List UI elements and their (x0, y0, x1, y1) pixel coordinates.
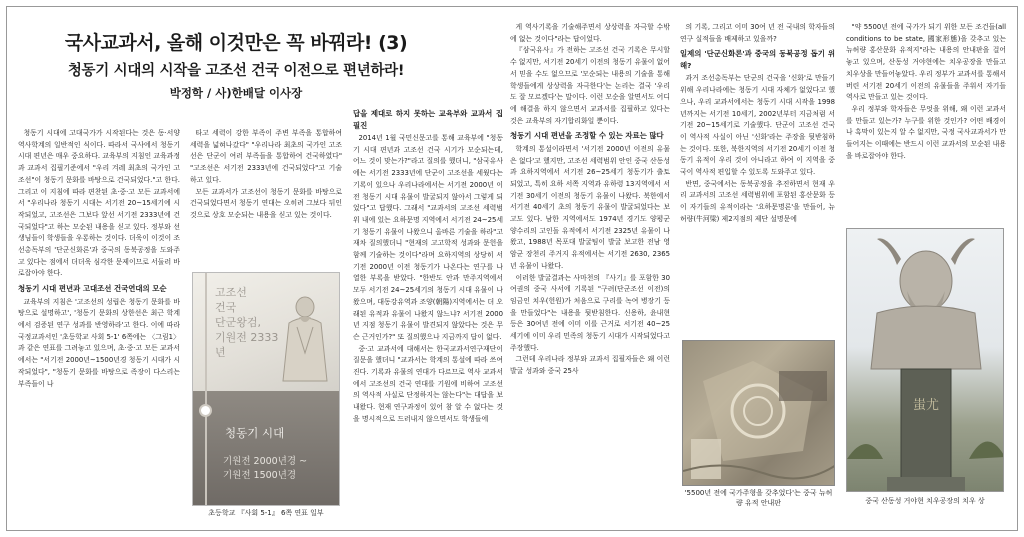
timeline-lower (193, 391, 340, 506)
column-2 (190, 128, 342, 270)
paragraph: 학계의 통설이라면서 '서기전 2000년 이전의 유물은 없다'고 했지만, 고조선 세력범위 안인 중국 산동성과 요하지역에서 서기전 26~25세기 청동기가 출토되었고, 특히 요하 서쪽 지역과 유하령 13지역에서 서기전 30세기 이전의 청동기 유물이 나왔다. 북한에서 서기전 40세기 초의 청동기 유물이 발굴되었다는 보고도 있다. 남한 지역에서도 1974년 경기도 양평군 양수리의 고인돌 유적에서 서기전 2325년 유물이 나왔고, 1988년 목포대 발굴팀이 발굴 보고한 전남 영암군 장천리 주거지 유적에서는 서기전 2630, 2365년 유물이 나왔다. (510, 144, 670, 270)
column-5 (680, 22, 835, 337)
section-heading: 청동기 시대 편년과 고대조선 건국연대의 모순 (18, 284, 167, 294)
dangun-figure-icon (277, 293, 333, 385)
article-byline: 박정학 / 사)한배달 이사장 (169, 86, 303, 100)
timeline-axis (205, 273, 207, 506)
paragraph: "약 5500년 전에 국가가 되기 위한 모든 조건들(all conditions to be state, 國家形態)을 갖추고 있는 뉴허량 홍산문화 유적지"라는 내용의 안내판을 걸어놓고 있으며, 산동성 거야현에는 치우공장을 만들고 치우상을 만들어놓았다. 우리 정부가 교과서를 통해서 버린 서기전 20세기 이전의 유물들을 주워서 자기들 역사로 만들고 있는 것이다. (846, 23, 1006, 102)
timeline-era-label: 청동기 시대 (225, 426, 285, 440)
figure-chiyou-statue (846, 228, 1004, 492)
paragraph: 우리 정부와 학자들은 무엇을 위해, 왜 이런 교과서를 만들고 있는가? 누구를 위한 것인가? 어떤 배경이나 흑막이 있는지 알 수 없지만, 국정 국사교과서가 만들어지는 이때에는 반드시 이런 교과서의 모순된 내용을 바로잡아야 한다. (846, 104, 1006, 160)
figure-niuheliang-photo (682, 340, 835, 486)
paragraph: 『삼국유사』가 전하는 고조선 건국 기록은 무시할 수 없지만, 서기전 20세기 이전의 청동기 유물이 없어서 믿을 수도 없으므로 '모순되는 내용의 기술을 통해 학생들에게 상상력을 자극한다'는 논리는 결국 '우리도 잘 모르겠다'는 말이다. 이런 모순을 알면서도 어디에 해결을 하지 않으면서 교과서를 집필하고 있다는 것은 교육부의 자기합리화일 뿐이다. (510, 46, 670, 125)
timeline-gojoseon-label (215, 285, 285, 360)
timeline-label-line: 단군왕검, (215, 316, 262, 329)
timeline-marker-icon (199, 404, 212, 417)
paragraph: 과거 조선총독부는 단군의 건국을 '신화'로 만들기 위해 우리나라에는 청동기 시대 자체가 없었다고 했으나, 우리 교과서에서는 청동기 시대 시작을 1998년까지는 서기전 10세기, 2002년부터 지금처럼 서기전 20~15세기로 기술했다. 단군이 고조선 건국이 역사적 사실이 아닌 '신화'라는 주장을 뒷받침하는 것이다. 또한, 북한지역의 서기전 20세기 이전 청동기 유적이 우리 것이 아니라고 하여 이 지역을 중국이 역사적 편입할 수 있도록 도와주고 있다. (680, 74, 835, 177)
paragraph: 반면, 중국에서는 동북공정을 추진하면서 현재 우리 교과서의 고조선 세력범위에 포함된 홍산문화 등이 자기들의 유적이라는 '요하문명론'을 만들어, 뉴허량(牛河梁) 제2지점의 제단 설명문에 (680, 179, 835, 223)
paragraph: 그런데 우리나라 정부와 교과서 집필자들은 왜 이런 발굴 성과와 중국 25사 (510, 355, 670, 376)
paragraph: 모든 교과서가 고조선이 청동기 문화를 바탕으로 건국되었다면서 청동기 연대는 오히려 그보다 뒤인 것으로 상호 모순되는 내용을 싣고 있는 것이다. (190, 187, 342, 219)
paragraph: 중·고 교과서에 대해서는 한국교과서연구재단이 질문을 했더니 "교과서는 학계의 통설에 따라 쓰여진다. 기록과 유물의 연대가 다르므로 역사 교과서에서 고조선의 건국 연대를 기원에 비하여 고조선의 역사적 사실로 단정하지는 않는다"는 대답을 보내왔다. 현재 연구과정이 있어 참 알 수 없다는 것을 명시적으로 드러내지 않으면서도 학생들에 (353, 344, 503, 423)
niuheliang-site-image (683, 341, 835, 486)
article-subtitle: 청동기 시대의 시작을 고조선 건국 이전으로 편년하라! (67, 63, 405, 79)
column-3 (353, 105, 503, 520)
timeline-year-line: 기원전 2000년경 ~ (223, 456, 308, 467)
article-title: 국사교과서, 올해 이것만은 꼭 바꿔라! (3) (64, 32, 408, 54)
paragraph: 교육부의 지침은 '고조선의 성립은 청동기 문화를 바탕으로 설명하고', '청동기 문화의 상한선은 최근 학계에서 검증된 연구 성과를 반영하라'고 한다. 이에 따라 국정교과서인 '초등학교 사회 5-1' 6쪽에는 〈그림1〉과 같은 연표를 그려놓고 있으며, 초·중·고 모든 교과서에서는 "서기전 2000년~1500년경 청동기 시대가 시작되었다", "청동기 문화를 바탕으로 족장이 다스리는 부족들이 나 (18, 297, 180, 388)
section-heading: 일제의 '단군신화론'과 중국의 동북공정 돕기 위해? (680, 49, 835, 70)
timeline-label-line: 고조선 (215, 286, 247, 299)
paragraph: 타고 세력이 강한 부족이 주변 부족을 통합하여 세력을 넓혀나갔다" "우리나라 최초의 국가인 고조선은 단군이 여러 부족들을 통합하여 건국하였다" "고조선은 서기전 2333년에 건국되었다"고 기술하고 있다. (190, 129, 342, 184)
timeline-years (223, 455, 307, 483)
figure-caption: 중국 산동성 거야현 치우공장의 치우 상 (865, 497, 985, 505)
timeline-label-line: 건국 (215, 301, 237, 314)
figure-caption: 초등학교 『사회 5-1』 6쪽 연표 일부 (208, 509, 324, 517)
figure-timeline (192, 272, 340, 506)
figure-caption: '5500년 전에 국가주형을 갖추었다'는 중국 뉴허량 유적 안내판 (684, 489, 833, 507)
statue-plaque-text: 蚩尤 (913, 398, 940, 413)
paragraph: 이러한 발굴결과는 사마천의 『사기』를 포함한 30여권의 중국 사서에 기록된 "구려(단군조선 이전)의 임금인 치우(헌원)가 처음으로 구리를 녹여 병장기 등을 만들었다"는 내용을 뒷받침한다. 신용하, 윤내현 등은 30여년 전에 이미 이를 근거로 서기전 40~25세기에 이미 우리 민족의 청동기 시대가 시작되었다고 주장했다. (510, 273, 670, 352)
section-heading: 청동기 시대 편년을 조정할 수 있는 자료는 많다 (510, 131, 664, 141)
timeline-year-line: 기원전 1500년경 (223, 470, 297, 481)
headline-block (56, 30, 416, 102)
paragraph: 의 기록, 그리고 이미 30여 년 전 국내의 학자들의 연구 실적들을 배제하고 있을까? (680, 23, 835, 43)
column-6 (846, 22, 1006, 202)
timeline-label-line: 기원전 2333년 (215, 331, 279, 359)
section-heading: 답을 제대로 하지 못하는 교육부와 교과서 집필진 (353, 109, 503, 130)
paragraph: 2014년 1월 국민신문고를 통해 교육부에 "청동기 시대 편년과 고조선 건국 시기가 모순되는데, 어느 것이 맞는가?"라고 질의를 했더니, "삼국유사에는 서기전 2333년에 단군이 고조선을 세웠다는 기록이 있으나 우리나라에서는 서기전 2000년 이전 청동기 시대 유물이 발굴되지 않아서 그렇게 되었다"고 답했다. 그래서 "교과서의 고조선 세력범위 내에 있는 요하문명 지역에서 서기전 24~25세기 청동기 유물이 나왔으니 올바른 기술을 하라"고 재차 질의했더니 "현재의 고고학적 성과와 문헌을 함께 기술하는 것이다"라며 요하지역의 상당히 서기전 2000년 이전 청동기가 나온다는 연구를 나열한 부록을 받았다. "한반도 안과 만주지역에서 모두 서기전 24~25세기의 청동기 시대 유물이 나왔으며, 대동강유역과 조양(朝陽)지역에서는 더 오래된 유적과 유물이 나왔지 않느냐? 서기전 2000년 지점 청동기 유물이 발견되지 않았다는 것은 무슨 근거인가?" 또 질의했으나 지금까지 답이 없다. (353, 134, 503, 341)
column-4 (510, 22, 670, 520)
paragraph: 청동기 시대에 고대국가가 시작된다는 것은 동·서양 역사학계의 일반적인 식이다. 따라서 국사에서 청동기 시대 편년은 매우 중요하다. 교육부의 지침인 교육과정과 교과서 집필기준에서 "우리 겨레 최초의 국가인 고조선"이 청동기 문화를 바탕으로 건국되었다."고 한다. 그리고 이 지침에 따라 편찬된 초·중·고 모든 교과서에서 "우리나라 청동기 시대는 서기전 20~15세기에 시작되었고, 고조선은 그보다 앞선 서기전 2333년에 건국되었다"고 하는 모순된 내용을 싣고 있다. 정부와 선생님들이 학생들을 우롱하는 것이다. 더욱이 이것이 조선총독부의 '단군신화론'과 중국의 동북공정을 도와주고 있다는 점에서 더더욱 심각한 문제이므로 서둘러 바로잡아야 한다. (18, 129, 180, 278)
paragraph: 게 역사기록을 기술해주면서 상상력을 자극할 수밖에 없는 것이다"라는 답이었다. (510, 23, 670, 43)
chiyou-statue-image (847, 229, 1004, 492)
column-1 (18, 128, 180, 520)
